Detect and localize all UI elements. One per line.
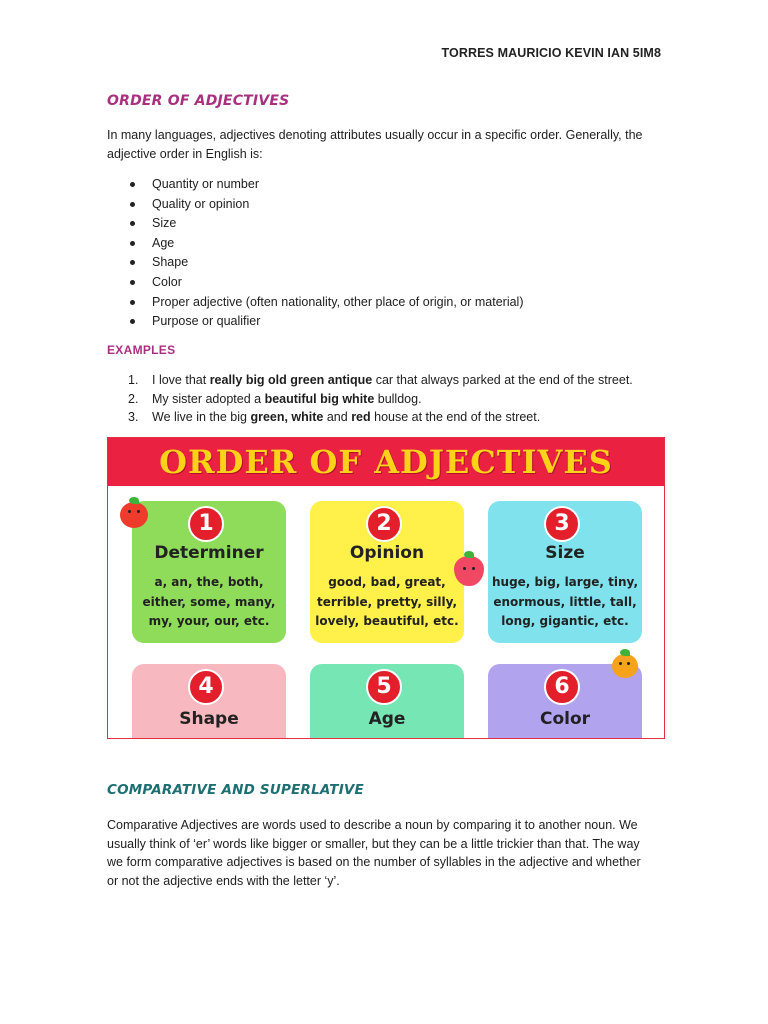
card-examples: a, an, the, both, either, some, many, my, your, our, etc. [142,575,276,628]
list-item: Age [130,234,523,254]
card-age [310,664,464,739]
card-examples: good, bad, great, terrible, pretty, silly, lovely, beautiful, etc. [315,575,459,628]
list-item: Proper adjective (often nationality, other place of origin, or material) [130,293,523,313]
intro-line: In many languages, adjectives denoting attributes usually occur in a specific order. Generally, the [107,128,643,142]
number-badge: 4 [188,669,224,705]
paragraph-line: we form comparative adjectives is based on the number of syllables in the adjective and whether [107,855,641,869]
examples-list [128,371,633,427]
section-heading-order: ORDER OF ADJECTIVES [107,93,290,109]
card-title: Determiner [154,543,264,563]
bullet-icon [130,300,135,305]
example-item: 1. I love that really big old green antique car that always parked at the end of the street. [128,373,633,387]
bullet-icon [130,202,135,207]
card-examples: huge, big, large, tiny, enormous, little, tall, long, gigantic, etc. [491,575,638,628]
infographic-title: ORDER OF ADJECTIVES [159,443,613,481]
card-determiner [132,501,286,643]
orange-character-icon [612,654,638,678]
example-item: 2. My sister adopted a beautiful big white bulldog. [128,391,422,406]
card-opinion [310,501,464,643]
card-size [488,501,642,643]
intro-line: adjective order in English is: [107,146,263,161]
bullet-icon [130,260,135,265]
list-item: Size [130,214,523,234]
card-title: Color [539,709,591,729]
paragraph-line: or not the adjective ends with the letter ‘y’. [107,873,340,888]
bullet-icon [130,280,135,285]
number-badge: 6 [544,669,580,705]
card-shape [132,664,286,739]
card-title: Size [545,543,585,563]
strawberry-character-icon [454,556,484,586]
card-title: Opinion [349,543,425,563]
tomato-character-icon [120,502,148,528]
bullet-icon [130,182,135,187]
order-list [130,175,523,332]
intro-paragraph [107,126,667,163]
bullet-icon [130,221,135,226]
number-badge: 3 [544,506,580,542]
paragraph-line: usually think of ‘er’ words like bigger or smaller, but they can be a little trickier than that. The way [107,836,640,851]
infographic-header [108,438,664,486]
card-title: Shape [179,709,239,729]
list-item: Quantity or number [130,175,523,195]
list-item: Quality or opinion [130,195,523,215]
author-name: TORRES MAURICIO KEVIN IAN 5IM8 [441,46,661,60]
card-title: Age [368,709,406,729]
example-item: 3. We live in the big green, white and red house at the end of the street. [128,410,541,425]
number-badge: 2 [366,506,402,542]
list-item: Shape [130,253,523,273]
number-badge: 5 [366,669,402,705]
examples-heading: EXAMPLES [107,343,176,357]
paragraph-line: Comparative Adjectives are words used to describe a noun by comparing it to another noun. We [107,818,638,832]
bullet-icon [130,319,135,324]
number-badge: 1 [188,506,224,542]
list-item: Color [130,273,523,293]
bullet-icon [130,241,135,246]
list-item: Purpose or qualifier [130,312,523,332]
order-of-adjectives-infographic [107,437,665,739]
comparative-paragraph [107,816,667,890]
section-heading-comparative: COMPARATIVE AND SUPERLATIVE [107,782,364,798]
